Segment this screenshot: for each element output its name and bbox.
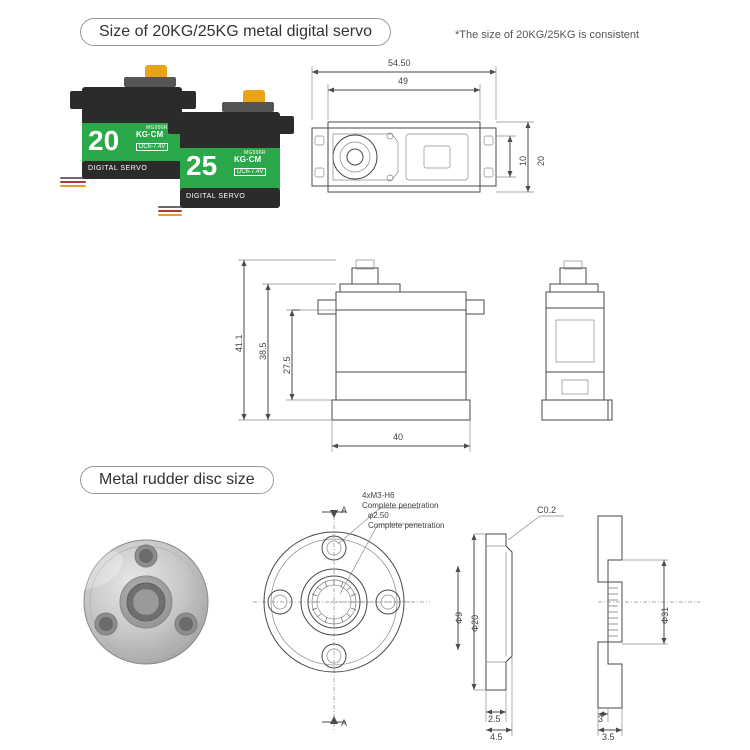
section-title-servo-size: Size of 20KG/25KG metal digital servo: [80, 18, 391, 46]
dim-disc-3-5: 3.5: [602, 732, 615, 742]
servo-brand-25kg: MG996R: [244, 150, 266, 156]
dim-disc-4-5: 4.5: [490, 732, 503, 742]
note-complete-penetration-1: Complete penetration: [362, 501, 439, 510]
dim-front-27-5: 27.5: [282, 356, 292, 374]
dim-front-41-1: 41.1: [234, 334, 244, 352]
dim-disc-3: 3: [598, 714, 604, 724]
servo-torque-25kg: 25: [186, 150, 218, 181]
servo-subtitle-25kg: DIGITAL SERVO: [186, 193, 246, 200]
servo-unit-20kg: KG·CM: [136, 130, 164, 139]
section-note-servo-size: *The size of 20KG/25KG is consistent: [455, 29, 640, 41]
note-complete-penetration-2: Complete penetration: [368, 521, 445, 530]
section-title-disc-size: Metal rudder disc size: [80, 466, 274, 494]
servo-torque-20kg: 20: [88, 125, 120, 156]
section-mark-a-top: A: [341, 505, 348, 515]
note-4xm3-h6: 4xM3-H6: [362, 491, 395, 500]
servo-voltage-25kg: DC6-7.4V: [234, 168, 266, 176]
dim-disc-2-5: 2.5: [488, 714, 501, 724]
servo-unit-25kg: KG·CM: [234, 155, 262, 164]
dim-disc-phi31: Φ31: [660, 606, 670, 624]
servo-subtitle-20kg: DIGITAL SERVO: [88, 165, 148, 172]
note-phi-2-50: φ2.50: [368, 511, 389, 520]
dim-top-49: 49: [398, 76, 409, 86]
dim-front-38-5: 38.5: [258, 342, 268, 360]
dim-disc-phi9: Φ9: [454, 611, 464, 624]
servo-brand-20kg: MG996R: [146, 125, 168, 131]
dim-top-10: 10: [518, 155, 528, 166]
dim-disc-c0-2: C0.2: [537, 505, 557, 515]
dim-top-20: 20: [536, 155, 546, 166]
servo-voltage-20kg: DC6-7.4V: [136, 143, 168, 151]
dim-disc-phi20: Φ20: [470, 614, 480, 632]
section-mark-a-bottom: A: [341, 718, 348, 728]
dim-top-54-50: 54.50: [388, 58, 411, 68]
dim-front-40: 40: [393, 432, 404, 442]
